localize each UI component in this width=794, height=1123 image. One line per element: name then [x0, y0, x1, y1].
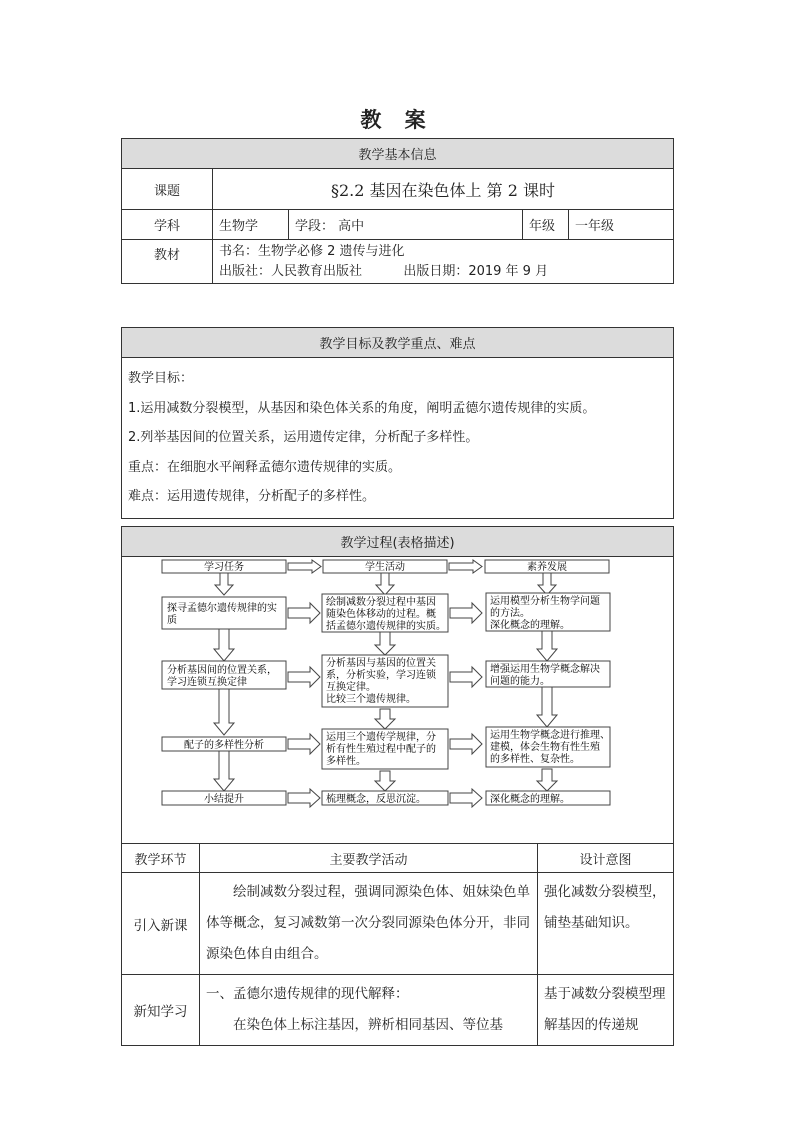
stage-new: 新知学习	[122, 975, 200, 1046]
activity-new	[200, 975, 538, 1046]
flow-literacy-text: 增强运用生物学概念解决	[490, 664, 600, 675]
textbook-publisher: 出版社：人民教育出版社 出版日期：2019 年 9 月	[219, 263, 549, 279]
flow-activity-text: 析有性生殖过程中配子的	[326, 744, 436, 755]
flow-row-3	[162, 727, 613, 769]
goals-header: 教学目标及教学重点、难点	[122, 328, 674, 358]
basic-info-header: 教学基本信息	[122, 139, 674, 169]
stage-label: 学段： 高中	[289, 210, 523, 240]
flow-literacy-text: 运用生物学概念进行推理、	[490, 730, 610, 741]
stage-intro: 引入新课	[122, 873, 200, 975]
flow-row-4	[162, 789, 610, 807]
flow-activity-text: 随染色体移动的过程。概	[326, 609, 436, 620]
flow-literacy-text: 运用模型分析生物学问题	[490, 596, 600, 607]
textbook-name: 书名：生物学必修 2 遗传与进化	[219, 243, 405, 259]
process-table	[121, 526, 674, 1046]
intent-intro: 强化减数分裂模型，铺垫基础知识。	[538, 873, 674, 975]
flow-header-literacy: 素养发展	[527, 562, 567, 573]
flow-activity-text: 运用三个遗传学规律，分	[326, 732, 436, 743]
flow-literacy-text: 的方法。	[490, 608, 530, 619]
activity-intro: 绘制减数分裂过程，强调同源染色体、姐妹染色单体等概念，复习减数第一次分裂同源染色体分开，非同源染色体自由组合。	[200, 873, 538, 975]
goals-line: 2.列举基因间的位置关系，运用遗传定律，分析配子多样性。	[128, 430, 479, 445]
flow-task-text: 质	[167, 615, 177, 626]
grade-value: 一年级	[569, 210, 674, 240]
flowchart	[122, 557, 674, 843]
flow-header-task: 学习任务	[204, 562, 244, 573]
goals-body	[122, 358, 674, 519]
col-header-intent: 设计意图	[538, 844, 674, 873]
flow-activity-text: 分析基因与基因的位置关	[326, 658, 436, 669]
goals-table	[121, 327, 674, 519]
flow-activity-text: 梳理概念，反思沉淀。	[326, 794, 426, 805]
flow-task-text: 学习连锁互换定律	[167, 677, 247, 688]
process-header: 教学过程(表格描述)	[122, 527, 674, 557]
flow-literacy-text: 问题的能力。	[490, 676, 550, 687]
intent-new: 基于减数分裂模型理解基因的传递规	[538, 975, 674, 1046]
flow-literacy-text: 深化概念的理解。	[490, 794, 570, 805]
col-header-activity: 主要教学活动	[200, 844, 538, 873]
flow-activity-text: 绘制减数分裂过程中基因	[326, 597, 436, 608]
flow-header-row	[162, 560, 609, 573]
flow-literacy-text: 建模，体会生物有性生殖	[490, 742, 600, 753]
flowchart-cell	[122, 557, 674, 844]
svg-text:绘制减数分裂过程中基因 随染色体移动	[326, 595, 446, 632]
flow-activity-text: 括孟德尔遗传规律的实质。	[326, 621, 446, 632]
subject-label: 学科	[122, 210, 213, 240]
flow-row-1	[162, 593, 610, 632]
difficulty: 难点：运用遗传规律，分析配子的多样性。	[128, 489, 376, 504]
flow-task-text: 探寻孟德尔遗传规律的实	[167, 603, 277, 614]
flow-activity-text: 互换定律。	[326, 682, 376, 693]
activity-new-line: 一、孟德尔遗传规律的现代解释：	[206, 986, 409, 1002]
activity-new-line: 在染色体上标注基因，辨析相同基因、等位基	[233, 1017, 503, 1033]
course-value: §2.2 基因在染色体上 第 2 课时	[213, 169, 674, 210]
flow-literacy-text: 深化概念的理解。	[490, 620, 570, 631]
flow-task-text: 分析基因间的位置关系，	[167, 665, 277, 676]
key-point: 重点：在细胞水平阐释孟德尔遗传规律的实质。	[128, 459, 402, 475]
flow-activity-text: 多样性。	[326, 756, 366, 767]
textbook-label: 教材	[122, 240, 213, 284]
flow-literacy-text: 的多样性、复杂性。	[490, 754, 580, 765]
flow-header-activity: 学生活动	[365, 562, 405, 573]
grade-label: 年级	[523, 210, 569, 240]
document-title: 教 案	[360, 107, 434, 132]
subject-value: 生物学	[213, 210, 289, 240]
flow-activity-text: 比较三个遗传规律。	[326, 694, 416, 705]
goals-line: 1.运用减数分裂模型，从基因和染色体关系的角度，阐明孟德尔遗传规律的实质。	[128, 400, 596, 416]
course-label: 课题	[122, 169, 213, 210]
goals-line: 教学目标：	[128, 371, 194, 386]
textbook-info	[213, 240, 674, 284]
flow-activity-text: 系，分析实验，学习连锁	[326, 670, 436, 681]
flow-task-text: 配子的多样性分析	[184, 740, 264, 751]
basic-info-table	[121, 138, 674, 284]
col-header-stage: 教学环节	[122, 844, 200, 873]
flow-task-text: 小结提升	[204, 794, 244, 805]
